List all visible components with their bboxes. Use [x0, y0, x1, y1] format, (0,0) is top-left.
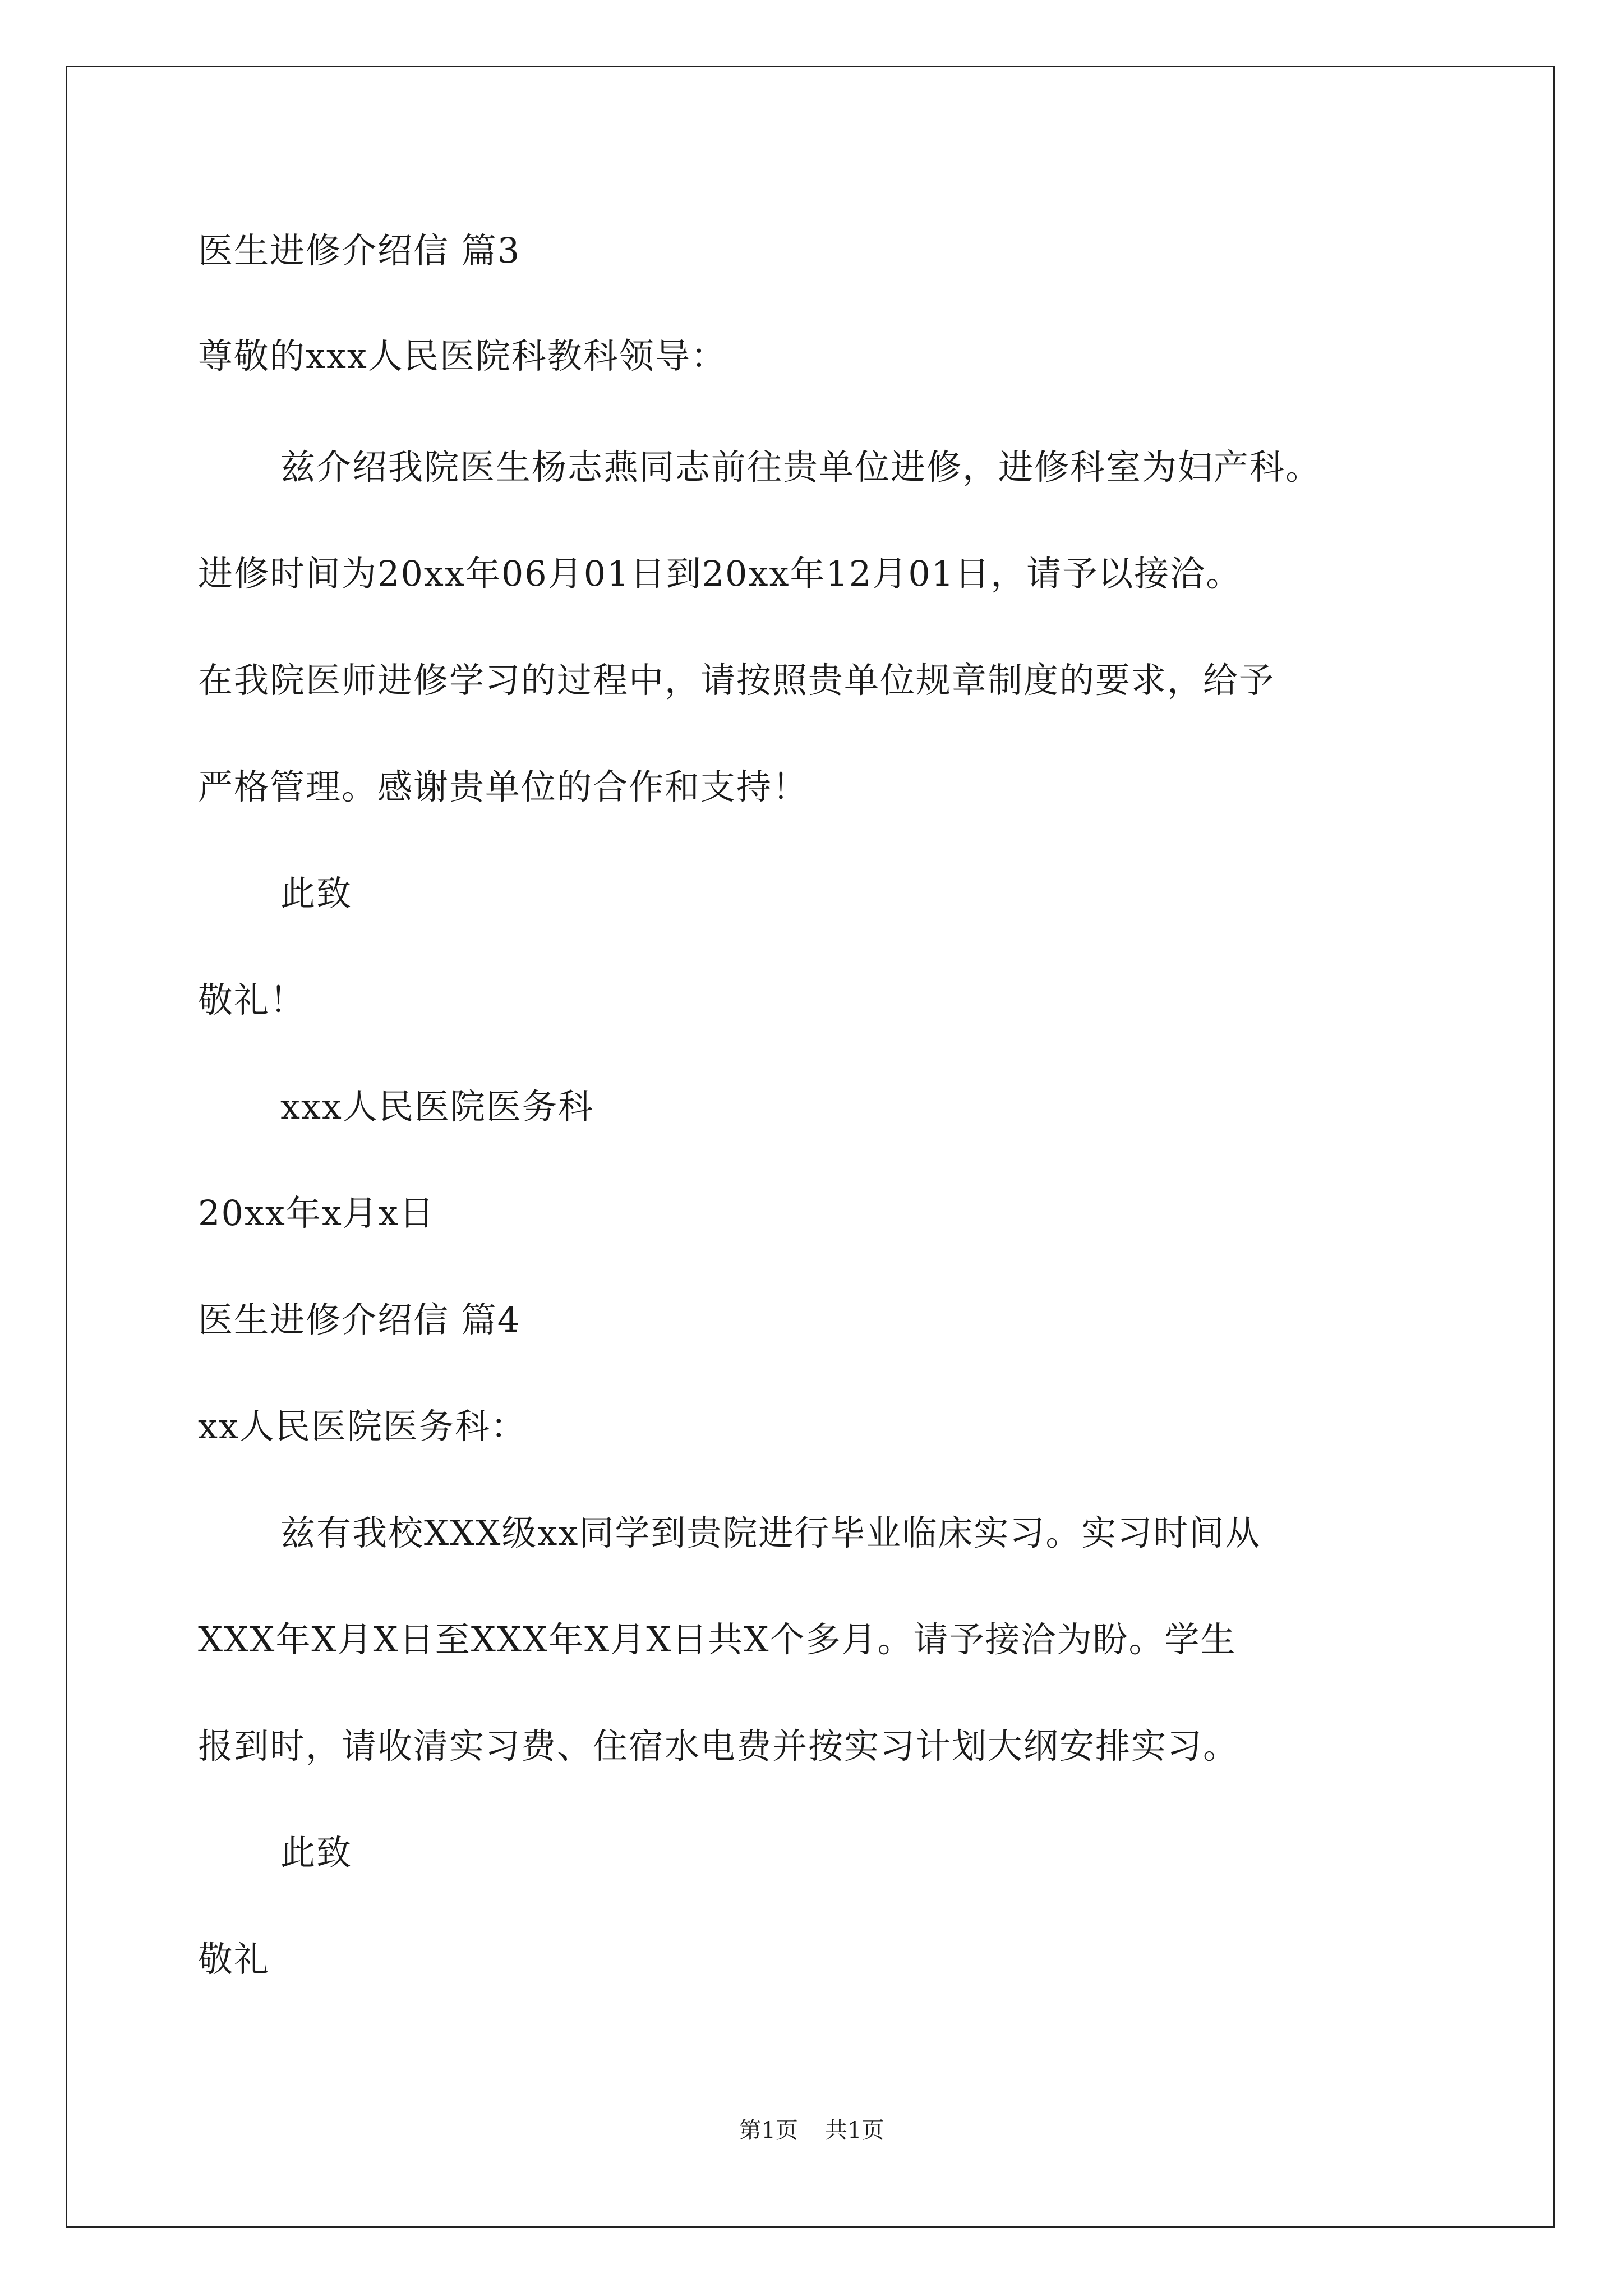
section-heading-4: 医生进修介绍信 篇4: [198, 1299, 521, 1340]
body-line: 报到时，请收清实习费、住宿水电费并按实习计划大纲安排实习。: [198, 1726, 1239, 1766]
page-total: 共1页: [825, 2118, 884, 2143]
body-line: 在我院医师进修学习的过程中，请按照贵单位规章制度的要求，给予: [198, 660, 1275, 701]
body-line: 兹有我校XXX级xx同学到贵院进行毕业临床实习。实习时间从: [280, 1512, 1261, 1553]
closing-line: 此致: [280, 873, 353, 914]
body-line: 进修时间为20xx年06月01日到20xx年12月01日，请予以接洽。: [198, 553, 1242, 594]
closing-line: 此致: [280, 1832, 353, 1873]
salutation-3: 尊敬的xxx人民医院科教科领导：: [198, 335, 727, 376]
date-line: 20xx年x月x日: [198, 1193, 435, 1234]
section-heading-3: 医生进修介绍信 篇3: [198, 230, 521, 271]
page-border: [66, 66, 1555, 2228]
body-line: XXX年X月X日至XXX年X月X日共X个多月。请予接洽为盼。学生: [198, 1619, 1237, 1660]
closing-line: 敬礼: [198, 1939, 270, 1980]
body-line: 兹介绍我院医生杨志燕同志前往贵单位进修，进修科室为妇产科。: [280, 447, 1322, 487]
page-footer: [0, 2119, 1623, 2142]
page-number: 第1页: [739, 2118, 798, 2143]
closing-line: 敬礼！: [198, 979, 306, 1020]
salutation-4: xx人民医院医务科：: [198, 1406, 527, 1447]
signature-line: xxx人民医院医务科: [280, 1086, 594, 1127]
body-line: 严格管理。感谢贵单位的合作和支持！: [198, 766, 809, 807]
